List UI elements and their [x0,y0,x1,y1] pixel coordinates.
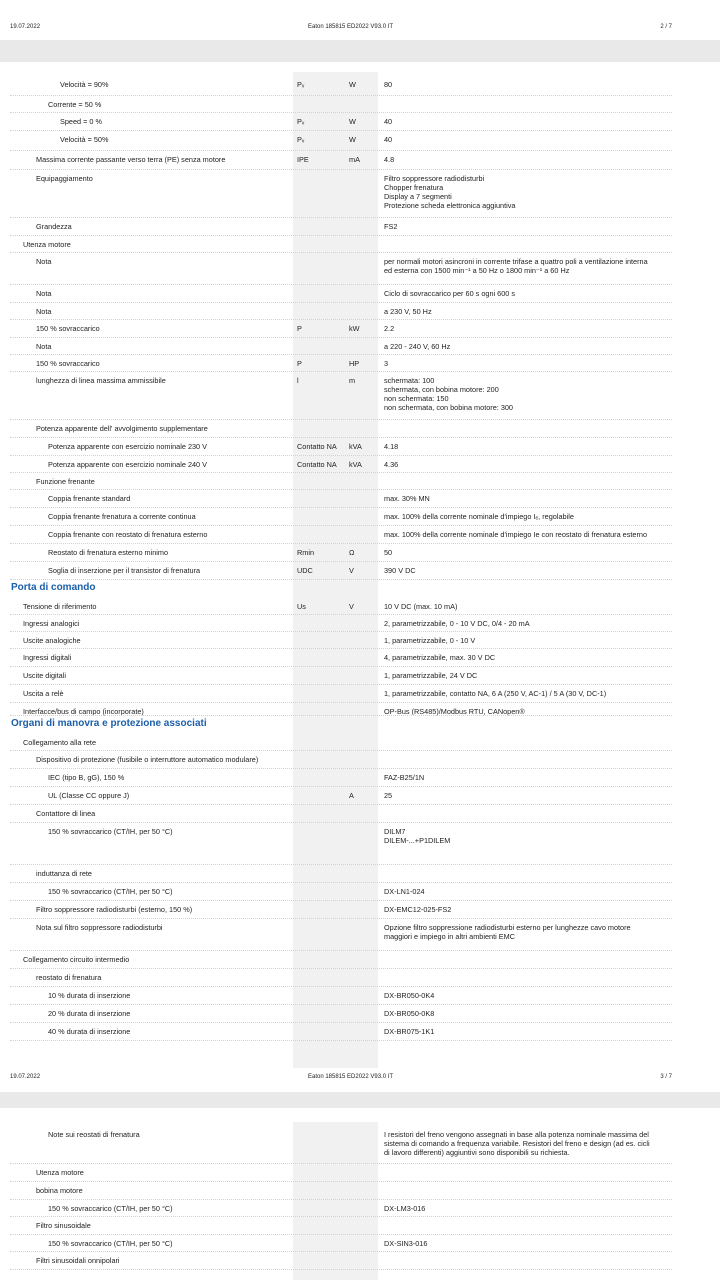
row-divider [10,1181,672,1182]
row-value: DX-EMC12-025-FS2 [384,905,452,914]
row-divider [10,702,672,703]
row-divider [10,371,672,372]
symbol-column-shade [293,72,378,796]
row-label: Grandezza [36,222,72,231]
row-divider [10,1040,672,1041]
row-label: 10 % durata di inserzione [48,991,131,1000]
row-divider [10,419,672,420]
row-divider [10,864,672,865]
row-label: Potenza apparente dell' avvolgimento supplementare [36,424,208,433]
row-unit: V [349,602,354,611]
row-value: DX-LM3-016 [384,1204,426,1213]
row-label: Utenza motore [36,1168,84,1177]
row-label: Uscite digitali [23,671,66,680]
row-divider [10,822,672,823]
row-label: Tensione di riferimento [23,602,97,611]
row-divider [10,950,672,951]
row-unit: HP [349,359,360,368]
row-symbol: UDC [297,566,313,575]
row-label: 150 % sovraccarico [36,324,100,333]
row-divider [10,112,672,113]
row-value: OP-Bus (RS485)/Modbus RTU, CANopen® [384,707,525,716]
row-label: Uscite analogiche [23,636,81,645]
row-value: 4, parametrizzabile, max. 30 V DC [384,653,496,662]
row-label: Equipaggiamento [36,174,93,183]
row-value: a 220 - 240 V, 60 Hz [384,342,451,351]
row-divider [10,968,672,969]
row-divider [10,1269,672,1270]
row-label: Collegamento circuito intermedio [23,955,130,964]
row-divider [10,284,672,285]
row-divider [10,337,672,338]
row-label: Nota [36,342,52,351]
row-value: DILM7 DILEM-...+P1DILEM [384,827,451,845]
row-divider [10,648,672,649]
row-label: reostato di frenatura [36,973,102,982]
row-unit: W [349,80,356,89]
row-value: 1, parametrizzabile, 0 - 10 V [384,636,476,645]
row-value: FAZ-B25/1N [384,773,425,782]
page-header-next [10,1071,672,1083]
row-value: 40 [384,135,393,144]
row-divider [10,252,672,253]
row-label: Reostato di frenatura esterno minimo [48,548,169,557]
row-divider [10,684,672,685]
row-value: per normali motori asincroni in corrente trifase a quattro poli a ventilazione interna ed esterna con 1500 min⁻¹ a 50 Hz o 1800 min⁻¹ a 60 Hz [384,257,648,275]
row-label: Filtro soppressore radiodisturbi (esterno, 150 %) [36,905,193,914]
row-value: 2, parametrizzabile, 0 - 10 V DC, 0/4 - 20 mA [384,619,530,628]
row-symbol: l [297,376,299,385]
row-label: Ingressi digitali [23,653,72,662]
row-symbol: IPE [297,155,309,164]
row-divider [10,150,672,151]
header-date: 19.07.2022 [10,24,41,30]
row-divider [10,804,672,805]
row-unit: V [349,566,354,575]
row-divider [10,95,672,96]
row-value: max. 30% MN [384,494,430,503]
row-value: Filtro soppressore radiodisturbi Chopper frenatura Display a 7 segmenti Protezione scheda elettronica aggiuntiva [384,174,516,210]
row-label: Speed = 0 % [60,117,102,126]
row-label: Collegamento alla rete [23,738,97,747]
row-divider [10,1199,672,1200]
row-value: I resistori del freno vengono assegnati in base alla potenza nominale massima del sistema di comando a frequenza variabile. Resistori del freno e design (ad es. cicli di lavoro differenti) aggiuntivi sono disponibili su richiesta. [384,1130,650,1157]
row-value: Ciclo di sovraccarico per 60 s ogni 600 s [384,289,516,298]
row-divider [10,786,672,787]
row-label: 150 % sovraccarico (CT/IH, per 50 °C) [48,827,173,836]
row-value: DX-BR050-0K8 [384,1009,435,1018]
row-label: Nota [36,257,52,266]
row-divider [10,354,672,355]
row-label: lunghezza di linea massima ammissibile [36,376,166,385]
row-divider [10,768,672,769]
row-symbol: Contatto NA [297,460,337,469]
row-label: Filtri sinusoidali onnipolari [36,1256,120,1265]
row-label: Nota [36,289,52,298]
row-label: 20 % durata di inserzione [48,1009,131,1018]
row-label: Filtro sinusoidale [36,1221,91,1230]
row-value: DX-SIN3-016 [384,1239,428,1248]
row-value: schermata: 100 schermata, con bobina motore: 200 non schermata: 150 non schermata, con bobina motore: 300 [384,376,513,412]
row-unit: Ω [349,548,355,557]
row-label: Massima corrente passante verso terra (PE) senza motore [36,155,226,164]
row-label: Interfacce/bus di campo (incorporate) [23,707,144,716]
row-divider [10,437,672,438]
row-label: Uscita a relè [23,689,64,698]
row-divider [10,130,672,131]
row-divider [10,169,672,170]
row-value: 4.36 [384,460,399,469]
row-label: Potenza apparente con esercizio nominale 240 V [48,460,208,469]
row-divider [10,217,672,218]
row-value: 40 [384,117,393,126]
row-divider [10,1004,672,1005]
row-divider [10,1216,672,1217]
row-symbol: Pᵥ [297,80,305,89]
row-divider [10,525,672,526]
row-divider [10,614,672,615]
section-heading: Porta di comando [11,582,96,593]
row-divider [10,1163,672,1164]
row-divider [10,455,672,456]
row-label: Nota sul filtro soppressore radiodisturbi [36,923,163,932]
row-label: Utenza motore [23,240,71,249]
row-divider [10,302,672,303]
row-value: 3 [384,359,389,368]
row-value: 2.2 [384,324,395,333]
next-page-header-strip [0,1068,720,1092]
row-unit: A [349,791,354,800]
row-divider [10,319,672,320]
row-value: DX-BR050-0K4 [384,991,435,1000]
row-label: Nota [36,307,52,316]
row-value: 4.8 [384,155,395,164]
row-unit: W [349,135,356,144]
row-symbol: P [297,359,302,368]
row-label: Coppia frenante standard [48,494,131,503]
row-symbol: Rmin [297,548,315,557]
row-value: 390 V DC [384,566,416,575]
row-divider [10,882,672,883]
spec-page-next [0,1108,720,1280]
row-label: induttanza di rete [36,869,92,878]
row-unit: kVA [349,460,362,469]
header-doc-id: Eaton 185815 ED2022 V93.0 IT [308,24,394,30]
row-label: Velocità = 90% [60,80,109,89]
row-label: Corrente = 50 % [48,100,102,109]
row-divider [10,1234,672,1235]
row-unit: W [349,117,356,126]
row-divider [10,543,672,544]
row-label: Coppia frenante con reostato di frenatura esterno [48,530,208,539]
row-label: UL (Classe CC oppure J) [48,791,130,800]
row-value: max. 100% della corrente nominale d'impiego Ie con reostato di frenatura esterno [384,530,648,539]
row-divider [10,986,672,987]
row-label: Dispositivo di protezione (fusibile o interruttore automatico modulare) [36,755,259,764]
row-value: a 230 V, 50 Hz [384,307,432,316]
row-label: 40 % durata di inserzione [48,1027,131,1036]
row-label: 150 % sovraccarico (CT/IH, per 50 °C) [48,887,173,896]
row-unit: mA [349,155,360,164]
header-page-number: 2 / 7 [660,24,672,30]
row-symbol: P [297,324,302,333]
row-label: Note sui reostati di frenatura [48,1130,140,1139]
row-symbol: Us [297,602,306,611]
row-value: Opzione filtro soppressione radiodisturbi esterno per lunghezze cavo motore maggiori e impiego in altri ambienti EMC [384,923,631,941]
row-unit: kVA [349,442,362,451]
row-value: 1, parametrizzabile, contatto NA, 6 A (250 V, AC-1) / 5 A (30 V, DC-1) [384,689,607,698]
row-value: FS2 [384,222,398,231]
row-value: 25 [384,791,393,800]
section-heading: Organi di manovra e protezione associati [11,718,207,729]
page-fragment-top [0,0,720,40]
row-divider [10,666,672,667]
row-value: 10 V DC (max. 10 mA) [384,602,458,611]
page-header [10,21,672,33]
row-value: DX-LN1-024 [384,887,425,896]
row-value: 50 [384,548,393,557]
row-label: Ingressi analogici [23,619,80,628]
row-label: 150 % sovraccarico (CT/IH, per 50 °C) [48,1239,173,1248]
row-divider [10,1251,672,1252]
row-value: 80 [384,80,393,89]
row-unit: m [349,376,356,385]
row-label: Soglia di inserzione per il transistor di frenatura [48,566,201,575]
row-divider [10,918,672,919]
row-divider [10,1022,672,1023]
row-divider [10,900,672,901]
row-divider [10,235,672,236]
row-value: 4.18 [384,442,399,451]
row-divider [10,750,672,751]
header-doc-id-next: Eaton 185815 ED2022 V93.0 IT [308,1074,394,1080]
row-label: Contattore di linea [36,809,96,818]
row-value: DX-BR075-1K1 [384,1027,435,1036]
row-divider [10,579,672,580]
row-divider [10,631,672,632]
row-label: IEC (tipo B, gG), 150 % [48,773,125,782]
row-divider [10,507,672,508]
row-divider [10,489,672,490]
row-divider [10,472,672,473]
row-divider [10,561,672,562]
row-label: Funzione frenante [36,477,95,486]
row-symbol: Pᵥ [297,135,305,144]
row-value: max. 100% della corrente nominale d'impiego Iₑ, regolabile [384,512,574,521]
header-date-next: 19.07.2022 [10,1074,41,1080]
spec-page [0,62,720,1092]
row-value: 1, parametrizzabile, 24 V DC [384,671,478,680]
row-label: Velocità = 50% [60,135,109,144]
row-divider [10,715,672,716]
symbol-column-shade-next [293,1122,378,1280]
header-page-number-next: 3 / 7 [660,1074,672,1080]
row-unit: kW [349,324,360,333]
row-label: Potenza apparente con esercizio nominale 230 V [48,442,208,451]
row-label: bobina motore [36,1186,83,1195]
row-symbol: Contatto NA [297,442,337,451]
row-symbol: Pᵥ [297,117,305,126]
row-label: 150 % sovraccarico [36,359,100,368]
row-label: 150 % sovraccarico (CT/IH, per 50 °C) [48,1204,173,1213]
row-label: Coppia frenante frenatura a corrente continua [48,512,196,521]
